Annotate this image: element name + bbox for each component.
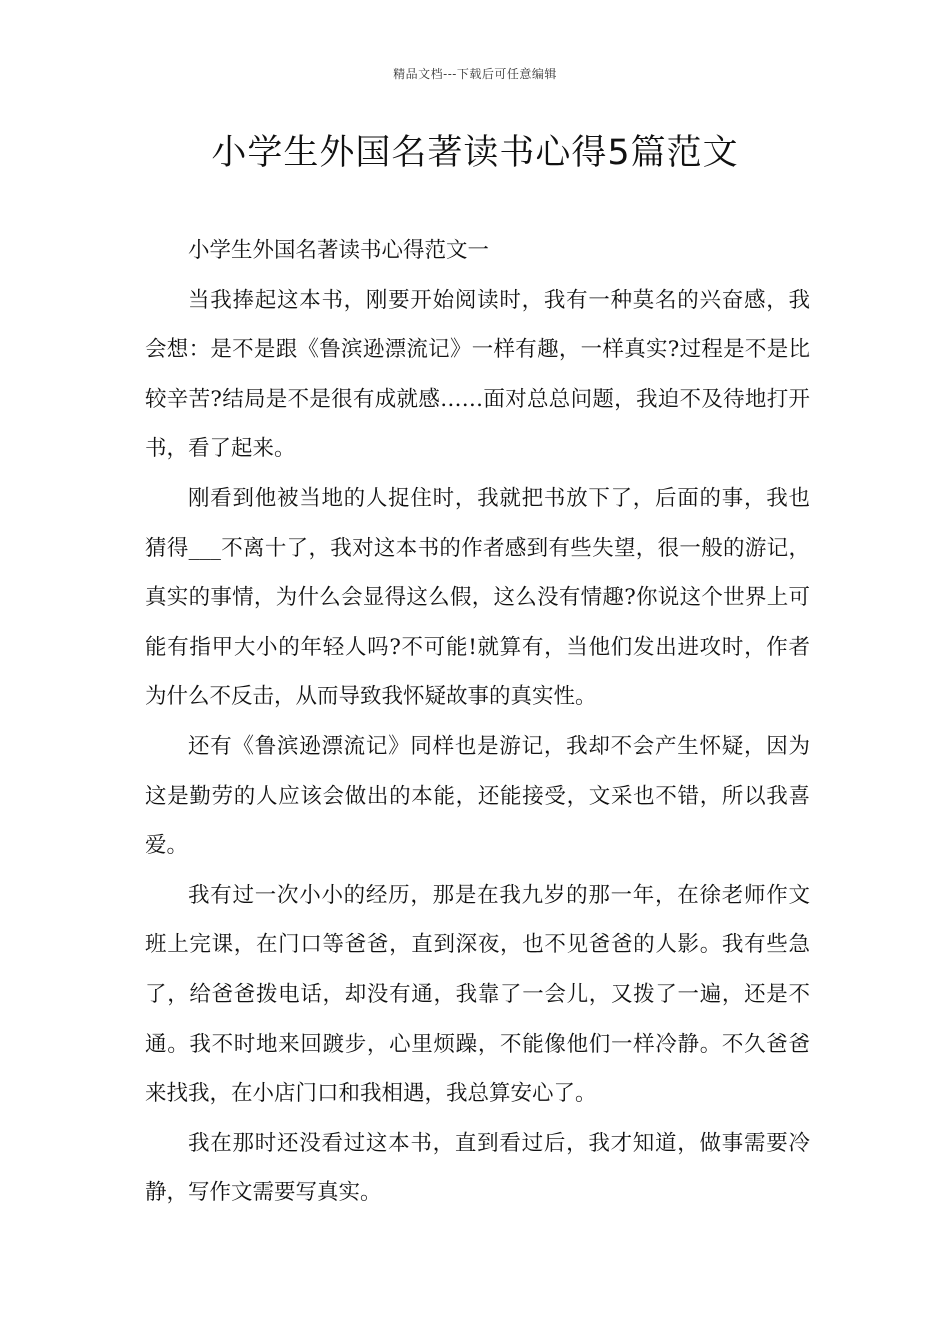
paragraph: 我有过一次小小的经历，那是在我九岁的那一年，在徐老师作文班上完课，在门口等爸爸，直到深夜，也不见爸爸的人影。我有些急了，给爸爸拨电话，却没有通，我靠了一会儿，又拨了一遍，还是不通。我不时地来回踱步，心里烦躁，不能像他们一样冷静。不久爸爸来找我，在小店门口和我相遇，我总算安心了。 (145, 882, 810, 1107)
paragraph: 还有《鲁滨逊漂流记》同样也是游记，我却不会产生怀疑，因为这是勤劳的人应该会做出的本能，还能接受，文采也不错，所以我喜爱。 (145, 733, 810, 859)
section-heading: 小学生外国名著读书心得范文一 (188, 238, 490, 263)
paragraph: 刚看到他被当地的人捉住时，我就把书放下了，后面的事，我也猜得___不离十了，我对这本书的作者感到有些失望，很一般的游记，真实的事情，为什么会显得这么假，这么没有情趣?你说这个世界上可能有指甲大小的年轻人吗?不可能!就算有，当他们发出进攻时，作者为什么不反击，从而导致我怀疑故事的真实性。 (145, 485, 810, 710)
document-body (145, 226, 810, 1218)
document-title: 小学生外国名著读书心得5篇范文 (211, 133, 739, 173)
paragraph: 当我捧起这本书，刚要开始阅读时，我有一种莫名的兴奋感，我会想：是不是跟《鲁滨逊漂流记》一样有趣，一样真实?过程是不是比较辛苦?结局是不是很有成就感……面对总总问题，我迫不及待地打开书，看了起来。 (145, 287, 810, 462)
header-note: 精品文档---下载后可任意编辑 (393, 67, 557, 81)
paragraph: 我在那时还没看过这本书，直到看过后，我才知道，做事需要冷静，写作文需要写真实。 (145, 1130, 810, 1206)
